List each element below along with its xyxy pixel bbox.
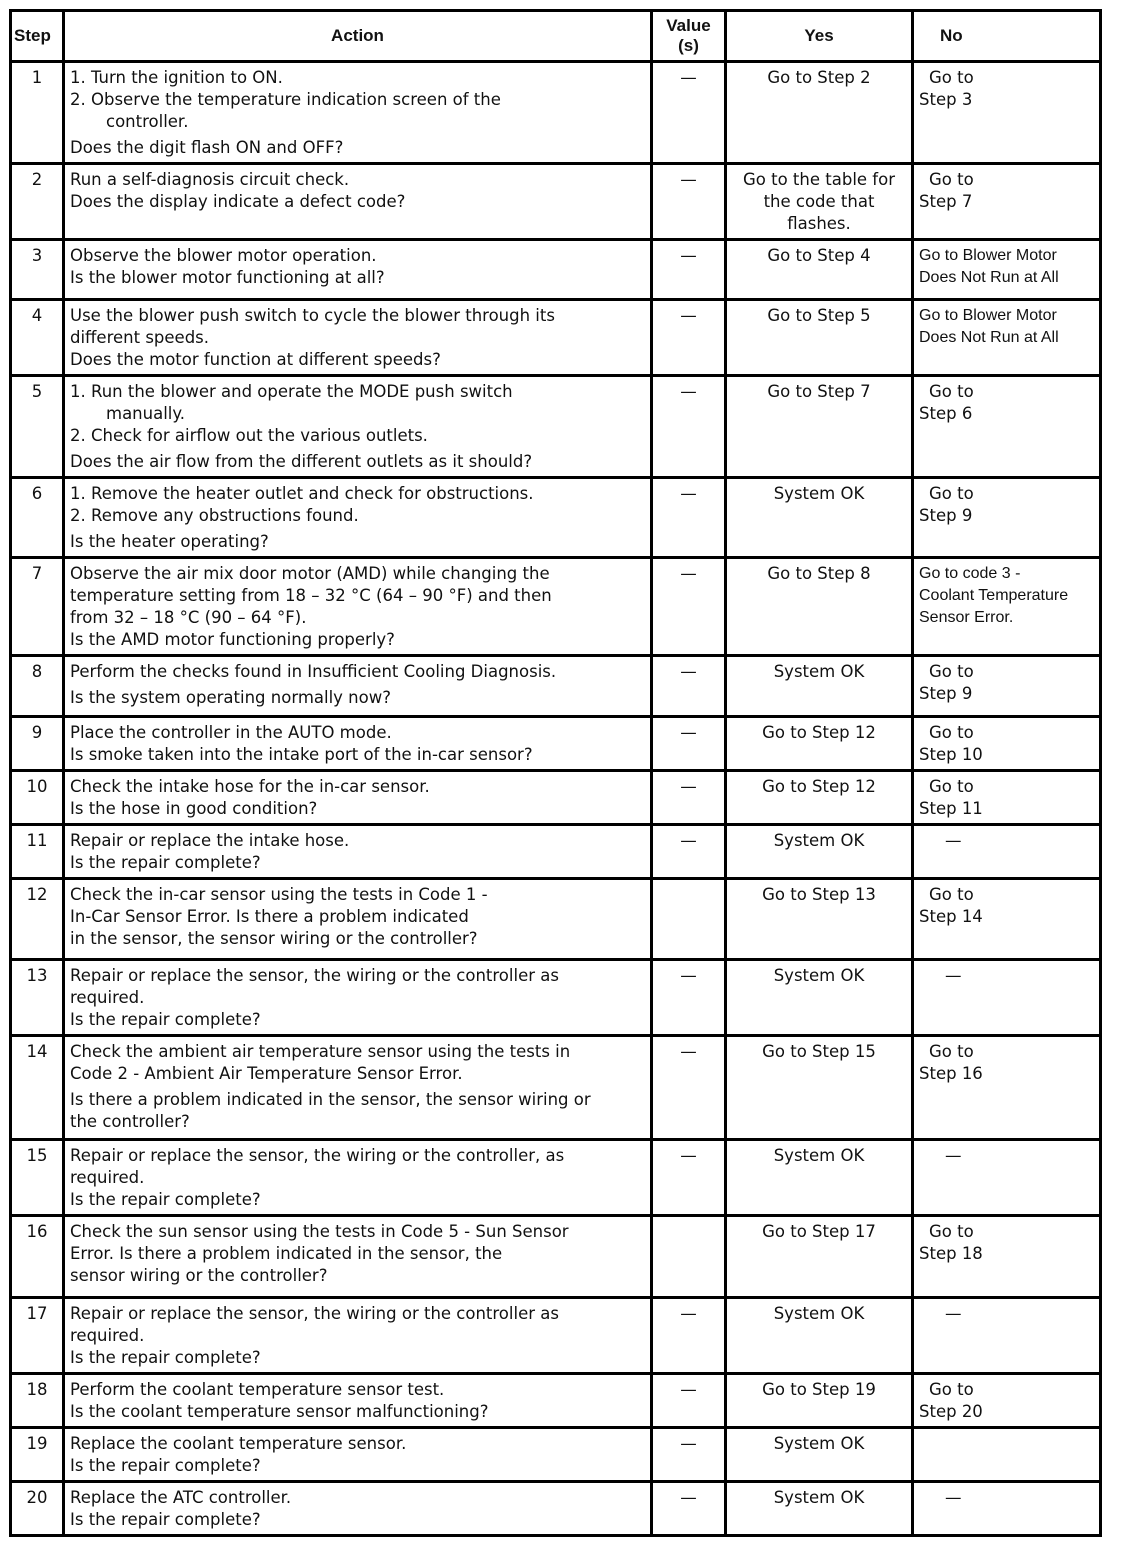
action-line: 2. Observe the temperature indication screen of the xyxy=(70,90,501,109)
table-row xyxy=(11,1298,1101,1374)
value-cell: — xyxy=(652,960,726,1036)
action-line: Is the hose in good condition? xyxy=(70,799,318,818)
no-cell xyxy=(913,300,1101,376)
action-cell xyxy=(64,1036,652,1140)
action-line: 1. Turn the ignition to ON. xyxy=(70,68,283,87)
no-cell xyxy=(913,1216,1101,1298)
step-number: 12 xyxy=(11,879,64,960)
yes-cell: System OK xyxy=(726,960,913,1036)
table-row xyxy=(11,717,1101,771)
action-line: Run a self-diagnosis circuit check. xyxy=(70,170,350,189)
action-line: required. xyxy=(70,1326,145,1345)
header-no: No xyxy=(913,11,1101,62)
action-line: Is the repair complete? xyxy=(70,1348,261,1367)
step-number: 20 xyxy=(11,1482,64,1536)
action-line: Does the display indicate a defect code? xyxy=(70,192,406,211)
header-action: Action xyxy=(64,11,652,62)
table-row xyxy=(11,376,1101,478)
action-line: Perform the checks found in Insufficient Cooling Diagnosis. xyxy=(70,662,557,681)
header-step: Step xyxy=(11,11,64,62)
yes-cell: Go to Step 17 xyxy=(726,1216,913,1298)
action-line: Replace the coolant temperature sensor. xyxy=(70,1434,407,1453)
table-row xyxy=(11,62,1101,164)
action-line: 1. Run the blower and operate the MODE push switch xyxy=(70,382,513,401)
action-line: Is the repair complete? xyxy=(70,1010,261,1029)
action-cell xyxy=(64,717,652,771)
value-cell: — xyxy=(652,771,726,825)
no-line: — xyxy=(945,1146,962,1165)
no-line: Go to xyxy=(929,382,974,401)
action-line: Check the in-car sensor using the tests in Code 1 - xyxy=(70,885,488,904)
action-cell xyxy=(64,558,652,656)
value-cell: — xyxy=(652,62,726,164)
value-cell: — xyxy=(652,376,726,478)
action-line: 2. Check for airflow out the various outlets. xyxy=(70,426,428,445)
yes-cell: Go to Step 4 xyxy=(726,240,913,300)
no-line: Go to xyxy=(929,885,974,904)
action-line: Repair or replace the sensor, the wiring or the controller, as xyxy=(70,1146,565,1165)
no-line: Does Not Run at All xyxy=(919,269,1059,286)
no-line: Step 7 xyxy=(919,192,973,211)
action-cell xyxy=(64,1140,652,1216)
no-line: — xyxy=(945,966,962,985)
table-row xyxy=(11,1140,1101,1216)
no-cell xyxy=(913,717,1101,771)
header-value: Value (s) xyxy=(652,11,726,62)
yes-cell: System OK xyxy=(726,656,913,717)
yes-line: the code that xyxy=(763,192,875,211)
step-number: 11 xyxy=(11,825,64,879)
no-cell xyxy=(913,240,1101,300)
no-line: Go to xyxy=(929,1380,974,1399)
action-cell xyxy=(64,825,652,879)
action-line: required. xyxy=(70,1168,145,1187)
table-row xyxy=(11,240,1101,300)
no-line: Step 3 xyxy=(919,90,973,109)
action-line: Is the repair complete? xyxy=(70,1456,261,1475)
no-cell xyxy=(913,1036,1101,1140)
action-cell xyxy=(64,62,652,164)
action-line: required. xyxy=(70,988,145,1007)
no-cell xyxy=(913,62,1101,164)
action-line: Is the heater operating? xyxy=(70,532,269,551)
no-line: Step 11 xyxy=(919,799,983,818)
step-number: 3 xyxy=(11,240,64,300)
table-row xyxy=(11,1428,1101,1482)
no-line: Go to xyxy=(929,662,974,681)
action-line: Is the repair complete? xyxy=(70,1190,261,1209)
no-line: Step 10 xyxy=(919,745,983,764)
action-cell xyxy=(64,478,652,558)
no-cell xyxy=(913,825,1101,879)
value-cell: — xyxy=(652,164,726,240)
value-cell: — xyxy=(652,1428,726,1482)
action-line: in the sensor, the sensor wiring or the controller? xyxy=(70,929,478,948)
header-yes: Yes xyxy=(726,11,913,62)
action-line: Error. Is there a problem indicated in the sensor, the xyxy=(70,1244,503,1263)
step-number: 19 xyxy=(11,1428,64,1482)
action-line: Observe the blower motor operation. xyxy=(70,246,377,265)
diagnosis-table xyxy=(9,9,1102,1537)
no-line: Step 20 xyxy=(919,1402,983,1421)
yes-line: Go to the table for xyxy=(743,170,895,189)
yes-cell: System OK xyxy=(726,1482,913,1536)
step-number: 7 xyxy=(11,558,64,656)
value-cell: — xyxy=(652,478,726,558)
action-line: Code 2 - Ambient Air Temperature Sensor Error. xyxy=(70,1064,463,1083)
no-cell xyxy=(913,1482,1101,1536)
value-cell: — xyxy=(652,1140,726,1216)
table-row xyxy=(11,300,1101,376)
no-line: Go to xyxy=(929,170,974,189)
no-cell xyxy=(913,960,1101,1036)
step-number: 14 xyxy=(11,1036,64,1140)
value-cell: — xyxy=(652,240,726,300)
no-cell xyxy=(913,1298,1101,1374)
action-line: Is the blower motor functioning at all? xyxy=(70,268,385,287)
action-line: Is smoke taken into the intake port of the in-car sensor? xyxy=(70,745,533,764)
value-cell: — xyxy=(652,717,726,771)
step-number: 6 xyxy=(11,478,64,558)
no-line: Go to xyxy=(929,484,974,503)
table-row xyxy=(11,164,1101,240)
action-line: Is there a problem indicated in the sensor, the sensor wiring or xyxy=(70,1090,591,1109)
no-cell xyxy=(913,478,1101,558)
no-line: Step 9 xyxy=(919,506,973,525)
yes-cell: Go to Step 12 xyxy=(726,771,913,825)
action-cell xyxy=(64,656,652,717)
action-line: Check the sun sensor using the tests in Code 5 - Sun Sensor xyxy=(70,1222,569,1241)
no-cell xyxy=(913,771,1101,825)
value-cell: — xyxy=(652,300,726,376)
action-line: Observe the air mix door motor (AMD) while changing the xyxy=(70,564,550,583)
action-cell xyxy=(64,879,652,960)
yes-cell: System OK xyxy=(726,478,913,558)
value-cell: — xyxy=(652,1036,726,1140)
value-cell: — xyxy=(652,825,726,879)
table-row xyxy=(11,1374,1101,1428)
no-line: Go to Blower Motor xyxy=(919,307,1057,324)
table-row xyxy=(11,1036,1101,1140)
table-row xyxy=(11,558,1101,656)
yes-cell: Go to Step 19 xyxy=(726,1374,913,1428)
action-line: Does the motor function at different speeds? xyxy=(70,350,441,369)
step-number: 4 xyxy=(11,300,64,376)
action-line: controller. xyxy=(106,112,189,131)
action-line: Check the ambient air temperature sensor using the tests in xyxy=(70,1042,571,1061)
step-number: 15 xyxy=(11,1140,64,1216)
value-cell: — xyxy=(652,1374,726,1428)
no-line: Step 6 xyxy=(919,404,973,423)
no-line: Step 14 xyxy=(919,907,983,926)
action-cell xyxy=(64,1374,652,1428)
no-line: Go to xyxy=(929,723,974,742)
no-cell xyxy=(913,656,1101,717)
action-line: Check the intake hose for the in-car sensor. xyxy=(70,777,430,796)
step-number: 2 xyxy=(11,164,64,240)
yes-cell: System OK xyxy=(726,1428,913,1482)
no-line: Go to xyxy=(929,1222,974,1241)
no-line: — xyxy=(945,1488,962,1507)
step-number: 10 xyxy=(11,771,64,825)
step-number: 1 xyxy=(11,62,64,164)
action-line: Perform the coolant temperature sensor test. xyxy=(70,1380,445,1399)
yes-line: flashes. xyxy=(787,214,851,233)
action-line: Is the repair complete? xyxy=(70,853,261,872)
action-line: Repair or replace the sensor, the wiring or the controller as xyxy=(70,966,559,985)
no-line: Step 9 xyxy=(919,684,973,703)
no-line: Go to xyxy=(929,68,974,87)
action-line: In-Car Sensor Error. Is there a problem indicated xyxy=(70,907,469,926)
no-line: Go to xyxy=(929,777,974,796)
step-number: 18 xyxy=(11,1374,64,1428)
no-cell xyxy=(913,376,1101,478)
step-number: 5 xyxy=(11,376,64,478)
action-line: manually. xyxy=(106,404,186,423)
action-cell xyxy=(64,1216,652,1298)
value-cell: — xyxy=(652,1482,726,1536)
no-line: — xyxy=(945,1304,962,1323)
yes-cell: System OK xyxy=(726,1140,913,1216)
action-line: Is the AMD motor functioning properly? xyxy=(70,630,395,649)
step-number: 8 xyxy=(11,656,64,717)
value-cell xyxy=(652,1216,726,1298)
no-line: Step 18 xyxy=(919,1244,983,1263)
action-line: temperature setting from 18 – 32 °C (64 – 90 °F) and then xyxy=(70,586,552,605)
action-line: Is the coolant temperature sensor malfunctioning? xyxy=(70,1402,489,1421)
yes-cell: Go to Step 12 xyxy=(726,717,913,771)
action-cell xyxy=(64,376,652,478)
yes-cell: Go to Step 15 xyxy=(726,1036,913,1140)
action-line: sensor wiring or the controller? xyxy=(70,1266,328,1285)
action-cell xyxy=(64,300,652,376)
action-line: Repair or replace the sensor, the wiring or the controller as xyxy=(70,1304,559,1323)
table-row xyxy=(11,1482,1101,1536)
action-cell xyxy=(64,164,652,240)
action-line: 1. Remove the heater outlet and check for obstructions. xyxy=(70,484,534,503)
yes-cell: Go to Step 13 xyxy=(726,879,913,960)
step-number: 17 xyxy=(11,1298,64,1374)
no-cell xyxy=(913,164,1101,240)
value-cell: — xyxy=(652,656,726,717)
action-line: Is the repair complete? xyxy=(70,1510,261,1529)
action-line: Is the system operating normally now? xyxy=(70,688,391,707)
action-line: Use the blower push switch to cycle the blower through its xyxy=(70,306,555,325)
yes-cell: Go to Step 5 xyxy=(726,300,913,376)
value-cell: — xyxy=(652,1298,726,1374)
action-line: Repair or replace the intake hose. xyxy=(70,831,350,850)
yes-cell: Go to Step 8 xyxy=(726,558,913,656)
no-cell xyxy=(913,879,1101,960)
no-line: Sensor Error. xyxy=(919,609,1014,626)
yes-cell: System OK xyxy=(726,825,913,879)
step-number: 13 xyxy=(11,960,64,1036)
no-cell xyxy=(913,558,1101,656)
action-line: Replace the ATC controller. xyxy=(70,1488,292,1507)
yes-cell: System OK xyxy=(726,1298,913,1374)
value-cell xyxy=(652,879,726,960)
action-cell xyxy=(64,240,652,300)
table-row xyxy=(11,1216,1101,1298)
no-line: Go to Blower Motor xyxy=(919,247,1057,264)
no-line: Coolant Temperature xyxy=(919,587,1069,604)
no-line: Does Not Run at All xyxy=(919,329,1059,346)
no-line: Go to xyxy=(929,1042,974,1061)
action-cell xyxy=(64,1482,652,1536)
step-number: 16 xyxy=(11,1216,64,1298)
no-line: Go to code 3 - xyxy=(919,565,1021,582)
action-cell xyxy=(64,1298,652,1374)
action-cell xyxy=(64,771,652,825)
no-line: — xyxy=(945,831,962,850)
table-row xyxy=(11,656,1101,717)
yes-cell xyxy=(726,164,913,240)
table-row xyxy=(11,825,1101,879)
action-line: Does the digit flash ON and OFF? xyxy=(70,138,344,157)
action-cell xyxy=(64,1428,652,1482)
no-cell xyxy=(913,1374,1101,1428)
yes-cell: Go to Step 7 xyxy=(726,376,913,478)
header-row xyxy=(11,11,1101,62)
table-row xyxy=(11,879,1101,960)
no-cell xyxy=(913,1428,1101,1482)
table-row xyxy=(11,960,1101,1036)
action-cell xyxy=(64,960,652,1036)
action-line: Place the controller in the AUTO mode. xyxy=(70,723,392,742)
action-line: Does the air flow from the different outlets as it should? xyxy=(70,452,533,471)
action-line: 2. Remove any obstructions found. xyxy=(70,506,359,525)
action-line: different speeds. xyxy=(70,328,210,347)
yes-cell: Go to Step 2 xyxy=(726,62,913,164)
step-number: 9 xyxy=(11,717,64,771)
no-line: Step 16 xyxy=(919,1064,983,1083)
value-cell: — xyxy=(652,558,726,656)
no-cell xyxy=(913,1140,1101,1216)
table-row xyxy=(11,478,1101,558)
table-row xyxy=(11,771,1101,825)
action-line: the controller? xyxy=(70,1112,190,1131)
action-line: from 32 – 18 °C (90 – 64 °F). xyxy=(70,608,307,627)
